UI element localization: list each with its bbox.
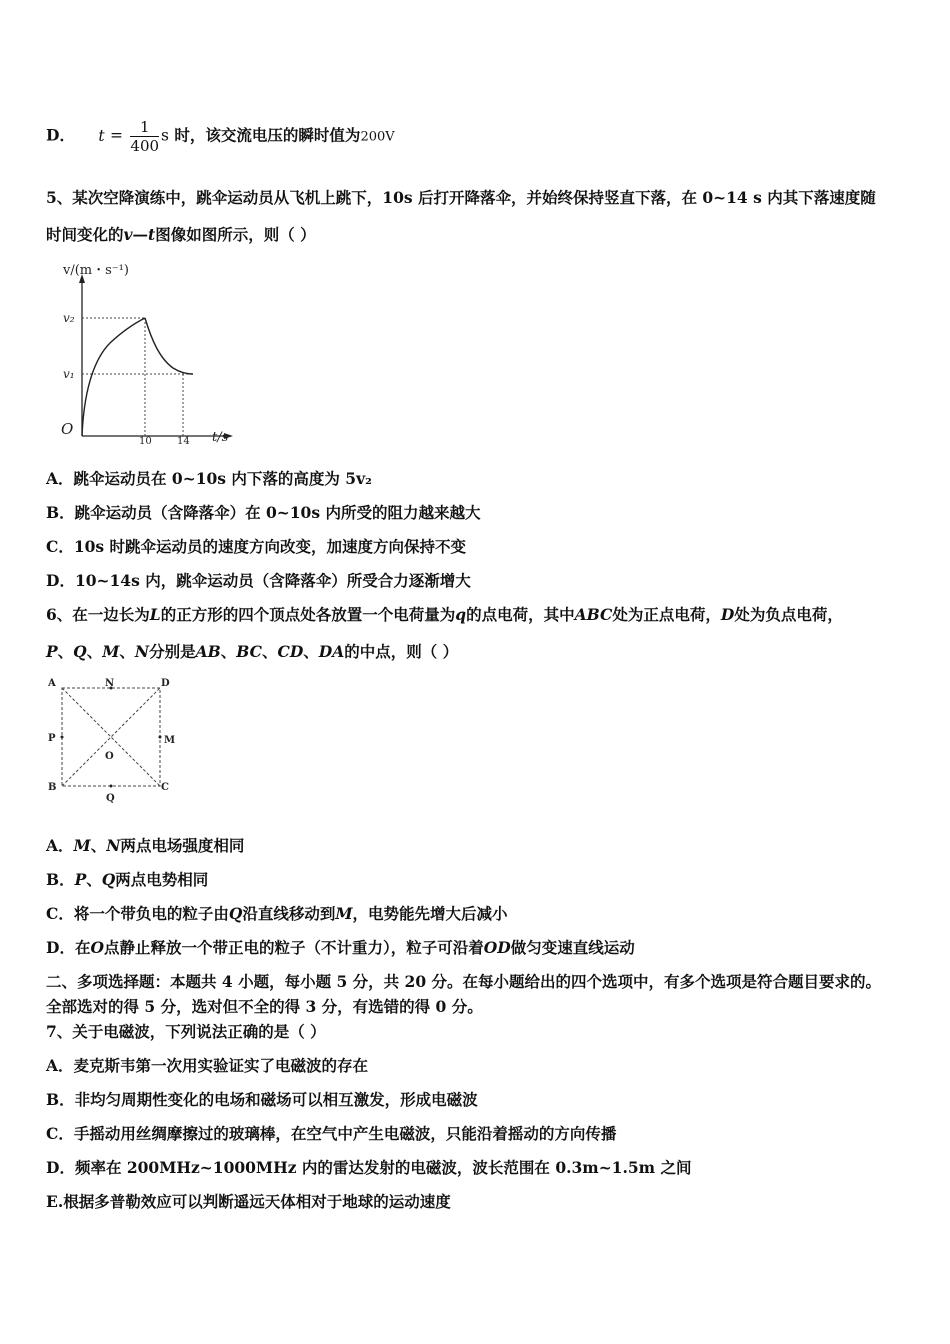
q6-option-a-M: M bbox=[73, 836, 91, 855]
q5-stem-line2 bbox=[46, 223, 316, 245]
q6-option-b-label: B． bbox=[46, 870, 75, 889]
q6-symbol-DA: DA bbox=[318, 642, 345, 661]
q6-label-C: C bbox=[161, 782, 169, 793]
q6-label-Q: Q bbox=[106, 793, 115, 804]
q6-option-a-text: 两点电场强度相同 bbox=[120, 836, 245, 855]
q7-stem: 7、关于电磁波，下列说法正确的是（ ） bbox=[46, 1022, 326, 1041]
q5-v1-label: v₁ bbox=[63, 367, 75, 381]
q7-option-b: B．非均匀周期性变化的电场和磁场可以相互激发，形成电磁波 bbox=[46, 1090, 478, 1109]
q6-symbol-P: P bbox=[46, 642, 58, 661]
q6-line1-text-1: 6、在一边长为 bbox=[46, 605, 150, 624]
q6-option-c-Q: Q bbox=[228, 904, 243, 923]
q6-line1-text-5: 处为负点电荷， bbox=[734, 605, 843, 624]
q5-origin-label: O bbox=[61, 420, 74, 438]
q6-option-d-OD: OD bbox=[483, 938, 511, 957]
q6-symbol-ABC: ABC bbox=[574, 605, 613, 624]
q4-fraction-numerator: 1 bbox=[130, 118, 159, 137]
q4-fraction bbox=[130, 118, 159, 155]
q6-sep-3: 、 bbox=[119, 642, 135, 661]
q7-option-c: C．手摇动用丝绸摩擦过的玻璃棒，在空气中产生电磁波，只能沿着摇动的方向传播 bbox=[46, 1124, 617, 1143]
q5-option-a: A．跳伞运动员在 0~10s 内下落的高度为 5v₂ bbox=[46, 469, 372, 488]
q6-sep-6: 、 bbox=[303, 642, 319, 661]
q6-option-b-Q: Q bbox=[101, 870, 116, 889]
q6-option-a-sep: 、 bbox=[90, 836, 107, 855]
q6-option-a-label: A． bbox=[46, 836, 74, 855]
q6-option-c-M: M bbox=[335, 904, 353, 923]
q6-line1-text-4: 处为正点电荷， bbox=[612, 605, 721, 624]
q6-symbol-N: N bbox=[134, 642, 150, 661]
q5-option-b: B．跳伞运动员（含降落伞）在 0~10s 内所受的阻力越来越大 bbox=[46, 503, 481, 522]
q6-label-B: B bbox=[48, 782, 57, 793]
q6-symbol-AB: AB bbox=[195, 642, 221, 661]
q6-line1-text-2: 的正方形的四个顶点处各放置一个电荷量为 bbox=[160, 605, 456, 624]
q5-vt: v—t bbox=[123, 225, 156, 244]
q6-option-d-text-1: 点静止释放一个带正电的粒子（不计重力），粒子可沿着 bbox=[103, 938, 484, 957]
q6-option-b-text: 两点电势相同 bbox=[115, 870, 209, 889]
q6-option-d bbox=[46, 936, 635, 958]
q5-stem-line1: 5、某次空降演练中，跳伞运动员从飞机上跳下，10s 后打开降落伞，并始终保持竖直下落，在 0~14 s 内其下落速度随 bbox=[46, 188, 876, 207]
q6-option-b bbox=[46, 868, 208, 890]
q4-text: 时，该交流电压的瞬时值为 bbox=[174, 125, 361, 145]
q6-sep-5: 、 bbox=[261, 642, 278, 661]
q6-point-p bbox=[61, 736, 64, 739]
q6-label-D: D bbox=[161, 678, 170, 689]
q6-option-c-label: C．将一个带负电的粒子由 bbox=[46, 904, 229, 923]
q5-option-c: C．10s 时跳伞运动员的速度方向改变，加速度方向保持不变 bbox=[46, 537, 467, 556]
q6-symbol-Q: Q bbox=[73, 642, 87, 661]
q6-sep-2: 、 bbox=[86, 642, 103, 661]
q6-symbol-D: D bbox=[720, 605, 735, 624]
q6-point-m bbox=[159, 736, 162, 739]
q6-stem-line1 bbox=[46, 603, 843, 625]
q6-label-O: O bbox=[105, 751, 114, 762]
q6-option-d-O: O bbox=[90, 938, 104, 957]
q6-option-a bbox=[46, 834, 244, 856]
q6-option-d-label: D．在 bbox=[46, 938, 91, 957]
q7-option-e: E.根据多普勒效应可以判断遥远天体相对于地球的运动速度 bbox=[46, 1192, 451, 1211]
q6-point-q bbox=[110, 785, 113, 788]
q6-symbol-q: q bbox=[455, 605, 467, 624]
q4-fraction-denominator: 400 bbox=[130, 137, 160, 155]
q6-option-a-N: N bbox=[106, 836, 121, 855]
q6-line1-text-3: 的点电荷，其中 bbox=[466, 605, 575, 624]
q6-label-A: A bbox=[48, 678, 56, 689]
q4-option-d bbox=[46, 118, 395, 155]
q6-line2-text-1: 分别是 bbox=[149, 642, 196, 661]
q6-symbol-CD: CD bbox=[277, 642, 304, 661]
q6-sep-1: 、 bbox=[57, 642, 74, 661]
q6-option-d-text-2: 做匀变速直线运动 bbox=[510, 938, 635, 957]
q6-symbol-M: M bbox=[102, 642, 120, 661]
q5-velocity-curve-rise bbox=[82, 318, 145, 436]
q5-velocity-curve-fall bbox=[145, 318, 193, 374]
q6-option-b-sep: 、 bbox=[86, 870, 102, 889]
q5-tick-14: 14 bbox=[177, 436, 190, 447]
q5-y-label: v/(m・s⁻¹) bbox=[63, 263, 129, 278]
section2-header-line2: 全部选对的得 5 分，选对但不全的得 3 分，有选错的得 0 分。 bbox=[46, 997, 483, 1016]
q5-v2-label: v₂ bbox=[63, 311, 75, 325]
q4-value: 200V bbox=[360, 129, 395, 145]
q6-label-N: N bbox=[105, 678, 115, 689]
q6-line2-text-2: 的中点，则（ ） bbox=[344, 642, 459, 661]
q6-option-b-P: P bbox=[74, 870, 87, 889]
q6-stem-line2 bbox=[46, 640, 458, 662]
q7-option-d: D．频率在 200MHz~1000MHz 内的雷达发射的电磁波，波长范围在 0.3m~1.5m 之间 bbox=[46, 1158, 692, 1177]
q7-option-a: A．麦克斯韦第一次用实验证实了电磁波的存在 bbox=[46, 1056, 369, 1075]
q6-option-c-text-1: 沿直线移动到 bbox=[242, 904, 336, 923]
q4-equals: = bbox=[110, 126, 123, 145]
q5-tick-10: 10 bbox=[139, 436, 152, 447]
q6-label-P: P bbox=[48, 733, 56, 744]
q5-vt-graph bbox=[55, 258, 255, 448]
q6-symbol-BC: BC bbox=[236, 642, 262, 661]
q5-x-label: t/s bbox=[212, 430, 229, 445]
q6-option-c bbox=[46, 902, 508, 924]
section2-header-line1: 二、多项选择题：本题共 4 小题，每小题 5 分，共 20 分。在每小题给出的四个选项中，有多个选项是符合题目要求的。 bbox=[46, 972, 882, 991]
q5-option-d: D．10~14s 内，跳伞运动员（含降落伞）所受合力逐渐增大 bbox=[46, 571, 471, 590]
q4-option-d-label: D． bbox=[46, 125, 75, 145]
q6-sep-4: 、 bbox=[220, 642, 237, 661]
q5-stem-line2-pre: 时间变化的 bbox=[46, 225, 124, 244]
q6-label-M: M bbox=[164, 735, 176, 746]
q6-option-c-text-2: ，电势能先增大后减小 bbox=[352, 904, 508, 923]
q5-stem-line2-post: 图像如图所示，则（ ） bbox=[155, 225, 316, 244]
q6-square-figure bbox=[44, 672, 184, 807]
q4-t-symbol: t bbox=[98, 126, 105, 145]
q4-unit: s bbox=[161, 126, 170, 145]
q6-symbol-L: L bbox=[149, 605, 161, 624]
